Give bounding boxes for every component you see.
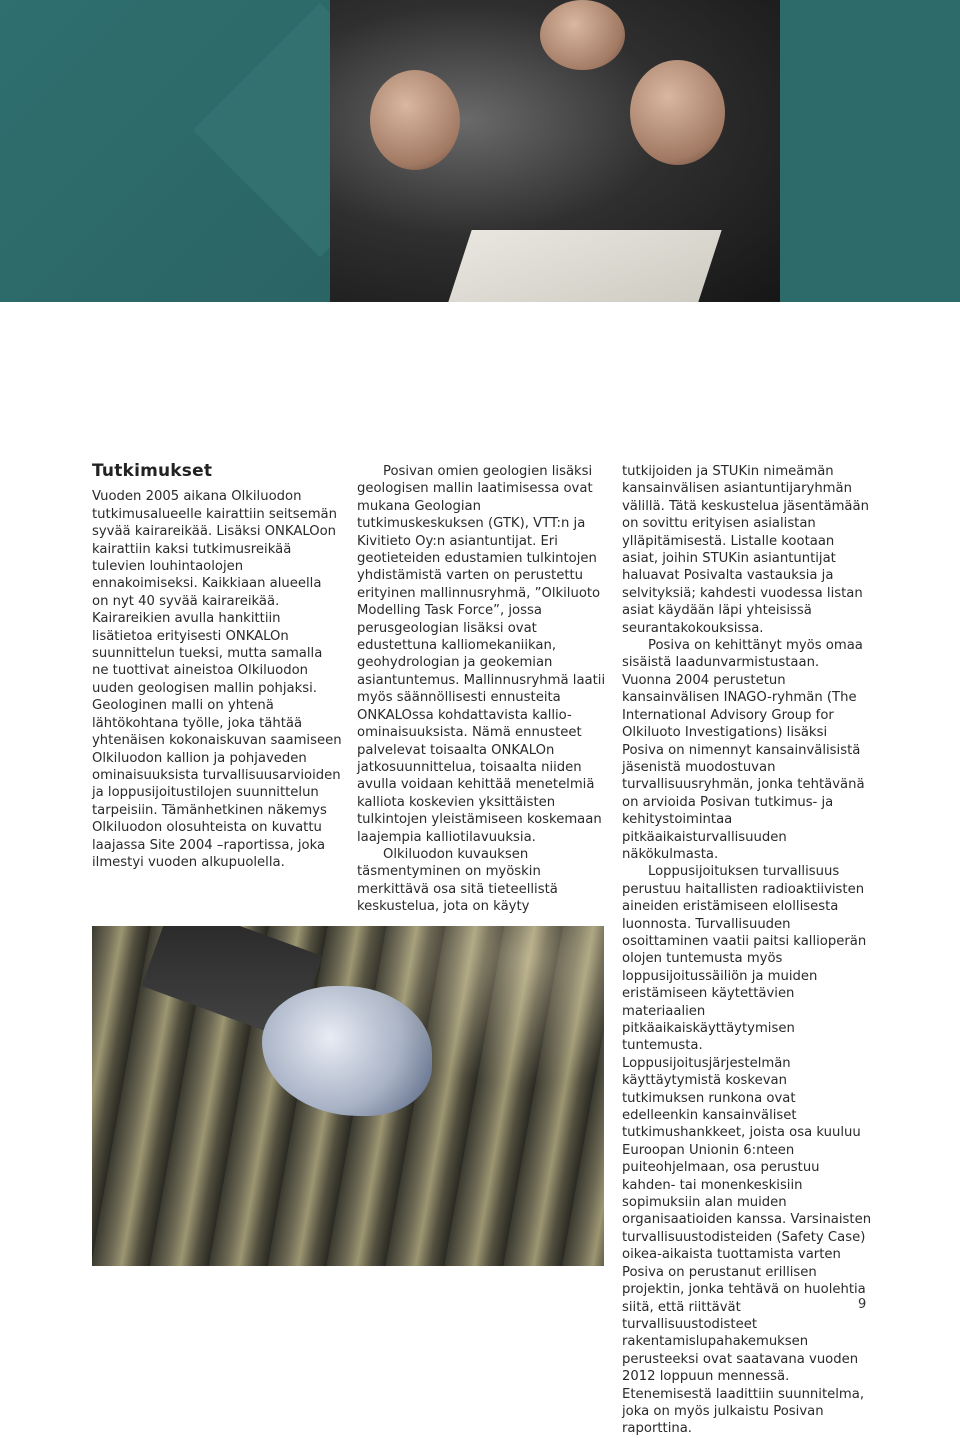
section-heading: Tutkimukset — [92, 461, 213, 481]
paragraph: tutkijoiden ja STUKin nimeämän kansainvälisen asiantuntijaryhmän välillä. Tätä keskustelua jäsentämään on sovittu erityisen asialistan ylläpitämisestä. Listalle kootaan asiat, joihin STUKin asiantuntijat haluavat Posivalta vastauksia ja selvityksiä; kahdesti vuodessa listan asiat käydään läpi yhteisissä seurantakokouksissa. — [622, 464, 869, 636]
paragraph: Posiva on kehittänyt myös omaa sisäistä laadunvarmistustaan. Vuonna 2004 perustetun kansainvälisen INAGO-ryhmän (The International Advisory Group for Olkiluoto Investigations) lisäksi Posiva on nimennyt kansainvälisistä jäsenistä muodostuvan turvallisuusryhmän, jonka tehtävänä on arvioida Posivan tutkimus- ja kehitystoimintaa pitkäaikaisturvallisuuden näkökulmasta. — [622, 638, 865, 862]
text-column-2 — [357, 463, 609, 916]
person-head — [630, 60, 725, 165]
text-column-3 — [622, 463, 872, 1438]
drill-core-photo — [92, 926, 604, 1266]
text-column-1 — [92, 463, 342, 871]
paragraph: Posivan omien geologien lisäksi geologisen mallin laatimisessa ovat mukana Geologian tutkimuskeskuksen (GTK), VTT:n ja Kivitieto Oy:n asiantuntijat. Eri geotieteiden edustamien tulkintojen yhdistämistä varten on perustettu erityinen mallinnusryhmä, ”Olkiluoto Modelling Task Force”, jossa perusgeologian lisäksi ovat edustettuna kalliomekaniikan, geohydrologian ja geokemian asiantuntemus. Mallinnusryhmä laatii myös säännöllisesti ennusteita ONKALOssa kohdattavista kallio-ominaisuuksista. Nämä ennusteet palvelevat toisaalta ONKALOn jatkosuunnittelua, toisaalta niiden avulla voidaan kehittää menetelmiä kalliota koskevien yksittäisten tulkintojen yleistämiseen koskemaan laajempia kalliotilavuuksia. — [357, 464, 606, 845]
light-glare — [344, 926, 604, 1086]
paragraph: Olkiluodon kuvauksen täsmentyminen on myöskin merkittävä osa sitä tieteellistä keskustelua, jota on käyty — [357, 846, 558, 915]
header-banner — [0, 0, 960, 302]
page-number: 9 — [858, 1297, 867, 1312]
paragraph: Loppusijoituksen turvallisuus perustuu haitallisten radioaktiivisten aineiden eristämiseen elollisesta luonnosta. Turvallisuuden osoittaminen vaatii paitsi kallioperän olojen tuntemusta myös loppusijoitussäiliön ja muiden eristämiseen käytettävien materiaalien pitkäaikaiskäyttäytymisen tuntemusta. Loppusijoitusjärjestelmän käyttäytymistä koskevan tutkimuksen runkona ovat edelleenkin kansainväliset tutkimushankkeet, joista osa kuuluu Euroopan Unionin 6:nteen puiteohjelmaan, osa perustuu kahden- tai monenkeskisiin sopimuksiin alan muiden organisaatioiden kanssa. Varsinaisten turvallisuustodisteiden (Safety Case) oikea-aikaista tuottamista varten Posiva on perustanut erillisen projektin, jonka tehtävä on huolehtia siitä, että riittävät turvallisuustodisteet rakentamislupahakemuksen perusteeksi ovat saatavana vuoden 2012 loppuun mennessä. Etenemisestä laadittiin suunnitelma, joka on myös julkaistu Posivan raporttina. — [622, 864, 872, 1437]
researchers-photo — [330, 0, 780, 302]
map-document — [448, 230, 721, 302]
person-head — [540, 0, 625, 70]
teal-panel-right — [780, 0, 960, 302]
person-head — [370, 70, 460, 170]
paragraph: Vuoden 2005 aikana Olkiluodon tutkimusalueelle kairattiin seitsemän syvää kairareikää. Lisäksi ONKALOon kairattiin kaksi tutkimusreikää tulevien louhintaolojen ennakoimiseksi. Kaikkiaan alueella on nyt 40 syvää kairareikää. Kairareikien avulla hankittiin lisätietoa erityisesti ONKALOn suunnittelun tueksi, mutta samalla ne tuottivat aineistoa Olkiluodon uuden geologisen mallin pohjaksi. Geologinen malli on yhtenä lähtökohtana työlle, joka tähtää yhtenäisen kokonaiskuvan saamiseen Olkiluodon kallion ja pohjaveden ominaisuuksista turvallisuusarvioiden ja loppusijoitustilojen suunnittelun tarpeisiin. Tämänhetkinen näkemys Olkiluodon olosuhteista on kuvattu laajassa Site 2004 –raportissa, joka ilmestyi vuoden alkupuolella. — [92, 489, 342, 870]
